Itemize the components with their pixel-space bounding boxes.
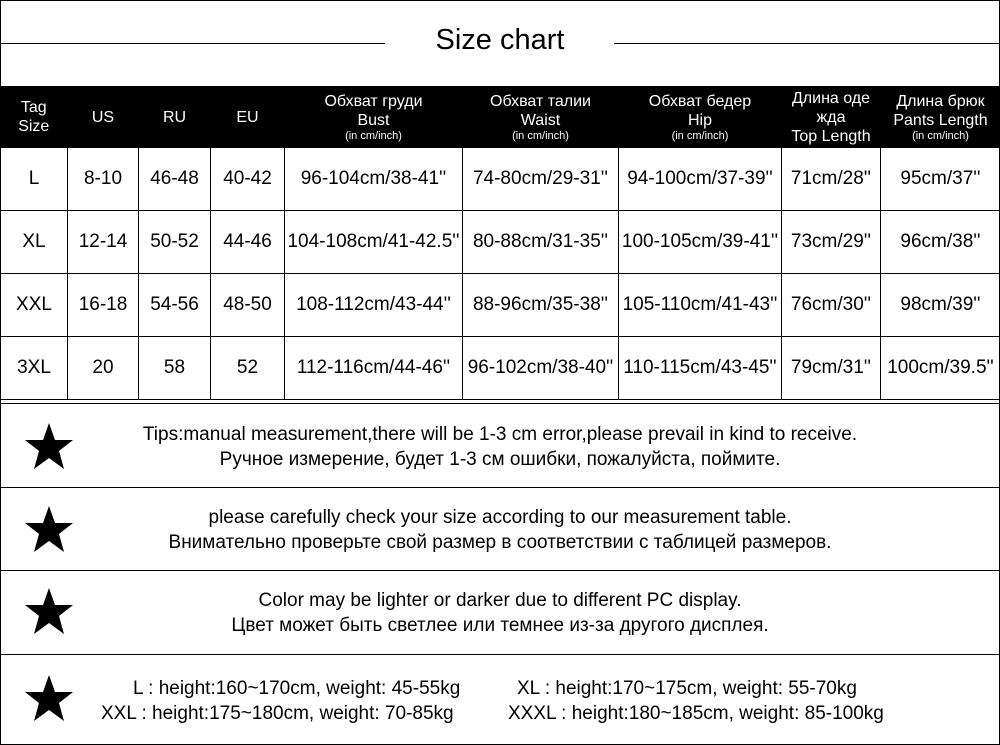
cell-hip: 105-110cm/41-43'' [619,274,782,337]
cell-waist: 96-102cm/38-40'' [463,337,619,400]
cell-pants: 96cm/38'' [881,211,1000,274]
page-title: Size chart [435,24,565,56]
size-guide [0,654,1000,745]
note-2 [0,487,1000,571]
cell-ru: 46-48 [139,148,211,211]
cell-top: 71cm/28'' [782,148,881,211]
header-bust: Обхват груди Bust (in cm/inch) [285,86,463,148]
header-eu: EU [211,86,285,148]
table-row [1,337,1000,400]
cell-waist: 74-80cm/29-31'' [463,148,619,211]
cell-us: 8-10 [68,148,139,211]
cell-ru: 54-56 [139,274,211,337]
cell-bust: 108-112cm/43-44'' [285,274,463,337]
cell-us: 20 [68,337,139,400]
cell-waist: 80-88cm/31-35'' [463,211,619,274]
note-ru: Ручное измерение, будет 1-3 см ошибки, пожалуйста, поймите. [219,449,781,470]
header-ru: RU [139,86,211,148]
note-en: Color may be lighter or darker due to different PC display. [258,590,742,611]
size-guide-xxl: XXL : height:175~180cm, weight: 70-85kg [101,703,454,724]
header-pants-length: Длина брюк Pants Length (in cm/inch) [881,86,1000,148]
size-guide-l: L : height:160~170cm, weight: 45-55kg [133,678,461,699]
cell-eu: 40-42 [211,148,285,211]
cell-pants: 98cm/39'' [881,274,1000,337]
star-icon [24,421,74,471]
header-tag: Tag Size [1,86,68,148]
cell-top: 76cm/30'' [782,274,881,337]
cell-tag: XXL [1,274,68,337]
cell-tag: XL [1,211,68,274]
cell-bust: 104-108cm/41-42.5'' [285,211,463,274]
note-text [100,588,900,638]
note-en: Tips:manual measurement,there will be 1-3 cm error,please prevail in kind to receive. [142,424,858,445]
cell-hip: 94-100cm/37-39'' [619,148,782,211]
cell-hip: 100-105cm/39-41'' [619,211,782,274]
title-row [0,0,1000,86]
cell-bust: 96-104cm/38-41'' [285,148,463,211]
cell-eu: 52 [211,337,285,400]
star-icon [24,586,74,636]
table-header-row [1,86,1000,148]
cell-bust: 112-116cm/44-46'' [285,337,463,400]
note-3 [0,570,1000,655]
note-ru: Внимательно проверьте свой размер в соответствии с таблицей размеров. [168,532,832,553]
cell-ru: 50-52 [139,211,211,274]
note-ru: Цвет может быть светлее или темнее из-за другого дисплея. [231,615,769,636]
size-table [0,86,1000,400]
header-us: US [68,86,139,148]
cell-top: 73cm/29'' [782,211,881,274]
cell-us: 16-18 [68,274,139,337]
table-row [1,148,1000,211]
cell-tag: L [1,148,68,211]
cell-eu: 48-50 [211,274,285,337]
size-guide-xxxl: XXXL : height:180~185cm, weight: 85-100kg [508,703,884,724]
cell-hip: 110-115cm/43-45'' [619,337,782,400]
star-icon [24,673,74,723]
cell-pants: 100cm/39.5'' [881,337,1000,400]
size-guide-xl: XL : height:170~175cm, weight: 55-70kg [517,678,857,699]
cell-waist: 88-96cm/35-38'' [463,274,619,337]
note-1 [0,403,1000,488]
header-top-length: Длина оде жда Top Length [782,86,881,148]
cell-eu: 44-46 [211,211,285,274]
cell-tag: 3XL [1,337,68,400]
note-en: please carefully check your size according to our measurement table. [208,507,792,528]
star-icon [24,504,74,554]
cell-us: 12-14 [68,211,139,274]
cell-pants: 95cm/37'' [881,148,1000,211]
note-text [100,505,900,555]
cell-top: 79cm/31'' [782,337,881,400]
cell-ru: 58 [139,337,211,400]
note-text [100,422,900,472]
table-row [1,211,1000,274]
table-row [1,274,1000,337]
header-hip: Обхват бедер Hip (in cm/inch) [619,86,782,148]
header-waist: Обхват талии Waist (in cm/inch) [463,86,619,148]
